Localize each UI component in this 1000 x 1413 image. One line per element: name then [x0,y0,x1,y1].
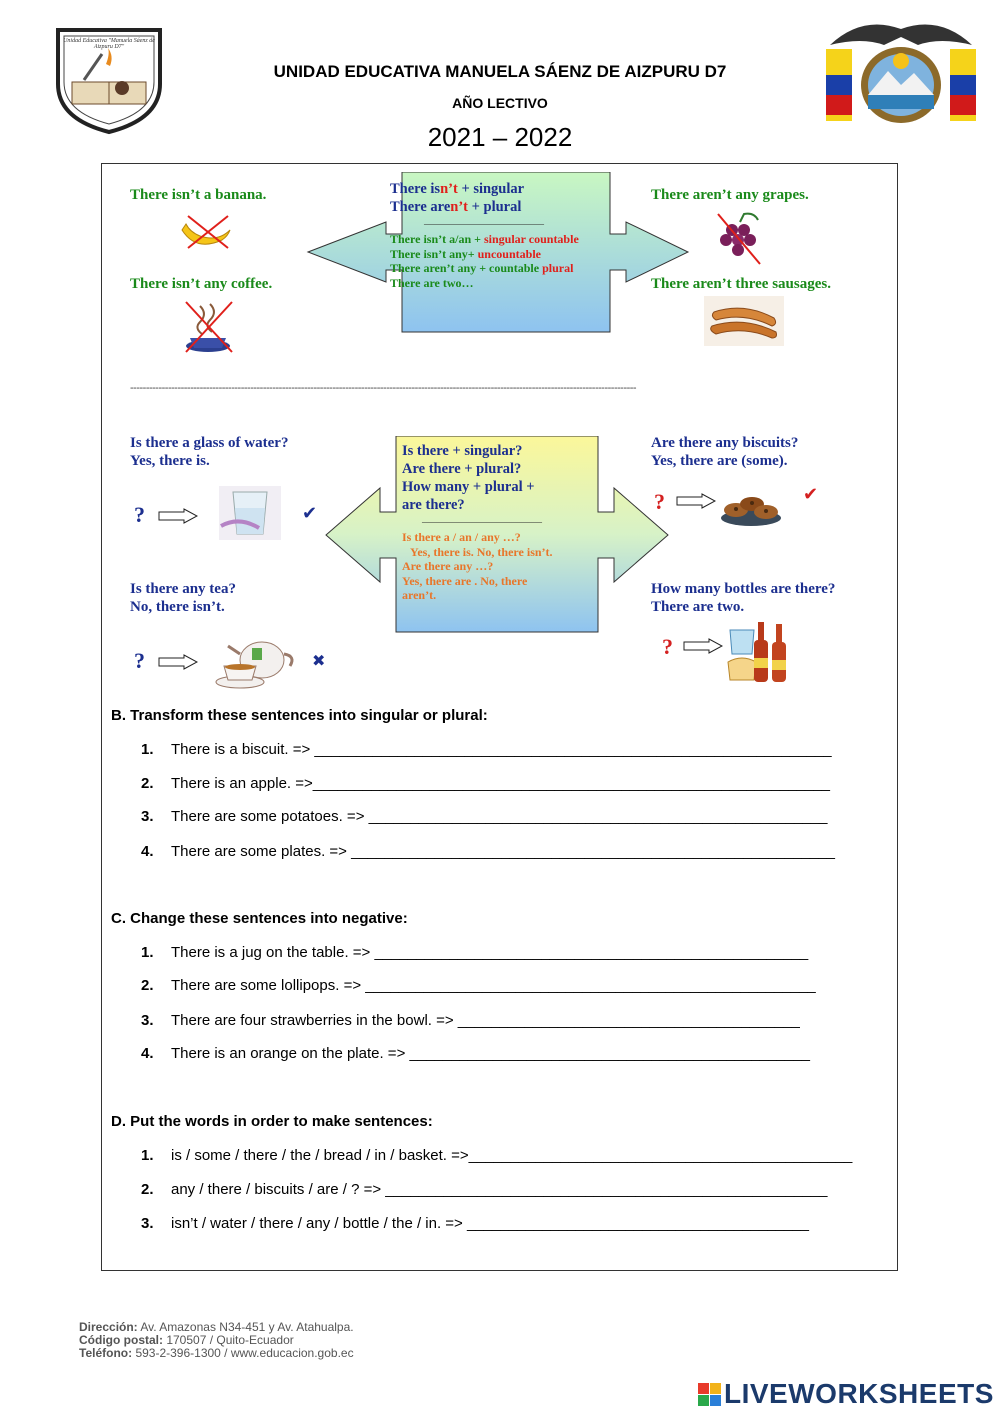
item-text: There are four strawberries in the bowl. => _________________________________________ [171,1012,800,1029]
question-mark-3: ? [654,489,665,514]
logo-caption: Unidad Educativa "Manuela Sáenz de Aizpuru D7" [63,38,155,50]
qrule-line9: aren’t. [402,588,437,602]
item-number: 2. [141,1181,154,1198]
exercise-b-item[interactable] [141,775,830,792]
qrule-line3: How many + plural + [402,479,535,495]
exercise-c-item[interactable] [141,1012,800,1029]
qrule-line6: Yes, there is. No, there isn’t. [410,544,553,559]
item-text: There is a biscuit. => ______________________________________________________________ [171,741,832,758]
negative-rules-box [390,180,600,290]
rule-isnt-c: + singular [457,181,525,197]
address-label: Dirección: [79,1320,138,1334]
qrule-line7: Are there any …? [402,559,494,573]
banana-icon [178,212,234,252]
example-no-sausages: There aren’t three sausages. [651,276,831,292]
item-text: isn’t / water / there / any / bottle / the / in. => _________________________________________ [171,1215,810,1232]
exercise-d-title: D. Put the words in order to make sentences: [111,1113,433,1130]
item-text: There is an apple. =>______________________________________________________________ [171,775,830,792]
brand-name: LIVEWORKSHEETS [724,1378,994,1409]
item-number: 4. [141,843,154,860]
item-number: 3. [141,1012,154,1029]
answer-biscuits: Yes, there are (some). [651,453,788,469]
question-bottles: How many bottles are there? [651,581,836,597]
item-text: There are some potatoes. => _______________________________________________________ [171,808,828,825]
item-text: any / there / biscuits / are / ? => _____________________________________________________ [171,1181,828,1198]
postal-value: 170507 / Quito-Ecuador [163,1333,294,1347]
check-mark-icon-2: ✔ [803,484,819,504]
item-text: There are some lollipops. => ______________________________________________________ [171,977,816,994]
item-text: is / some / there / the / bread / in / basket. =>______________________________________________ [171,1147,853,1164]
exercise-c-item[interactable] [141,977,816,994]
rule-arent-c: + plural [468,199,522,215]
coffee-cup-icon [180,298,238,356]
rule-line3-b: singular countable [483,232,579,246]
answer-bottles: There are two. [651,599,745,615]
sausages-icon [704,296,784,346]
bottles-icon [724,618,792,686]
answer-tea: No, there isn’t. [130,599,225,615]
address-value: Av. Amazonas N34-451 y Av. Atahualpa. [137,1320,354,1334]
item-number: 3. [141,1215,154,1232]
phone-value: 593-2-396-1300 / www.educacion.gob.ec [132,1346,354,1360]
rule-isnt-b: n’t [440,181,458,197]
item-text: There are some plates. => __________________________________________________________ [171,843,835,860]
exercise-d-item[interactable] [141,1181,827,1198]
item-text: There is an orange on the plate. => ________________________________________________ [171,1045,810,1062]
qrule-line2: Are there + plural? [402,461,522,477]
postal-label: Código postal: [79,1333,163,1347]
rule-separator: ________________________ [424,215,544,226]
qrule-line8: Yes, there are . No, there [402,573,528,588]
item-text: There is a jug on the table. => ____________________________________________________ [171,944,809,961]
exercise-b-item[interactable] [141,741,832,758]
school-year: 2021 – 2022 [427,122,573,152]
rule-arent-a: There are [390,199,451,215]
example-no-banana: There isn’t a banana. [130,187,267,203]
exercise-b-item[interactable] [141,808,827,825]
item-number: 1. [141,1147,154,1164]
question-mark-1: ? [134,502,145,527]
item-number: 3. [141,808,154,825]
rule-line5-a: There aren’t any + countable [390,261,543,275]
answer-glass-water: Yes, there is. [130,453,210,469]
question-biscuits: Are there any biscuits? [651,435,799,451]
item-number: 1. [141,944,154,961]
rule-line5-b: plural [542,261,574,275]
arrow-right-icon [158,654,198,670]
question-tea: Is there any tea? [130,581,236,597]
item-number: 4. [141,1045,154,1062]
qrule-separator: ________________________ [422,513,542,524]
glass-of-water-icon [219,486,281,540]
qrule-line1: Is there + singular? [402,443,523,459]
item-number: 2. [141,977,154,994]
exercise-b-title: B. Transform these sentences into singular or plural: [111,707,488,724]
example-no-grapes: There aren’t any grapes. [651,187,809,203]
check-mark-icon-1: ✔ [302,503,318,523]
exercise-d-item[interactable] [141,1147,852,1164]
rule-isnt-a: There is [390,181,441,197]
rule-line4-a: There isn’t any+ [390,246,478,261]
qrule-line5: Is there a / an / any …? [402,530,521,544]
exercise-d-item[interactable] [141,1215,809,1232]
footer-address [79,1321,354,1360]
item-number: 1. [141,741,154,758]
rule-line6: There are two… [390,275,474,290]
liveworksheets-logo[interactable] [698,1378,994,1410]
school-name: UNIDAD EDUCATIVA MANUELA SÁENZ DE AIZPURU D7 [273,62,727,81]
arrow-right-icon [683,638,723,654]
teapot-icon [210,630,296,692]
phone-label: Teléfono: [79,1346,133,1360]
cross-mark-icon: ✖ [312,653,326,670]
arrow-right-icon [676,493,716,509]
question-mark-4: ? [662,634,673,659]
rule-line3-a: There isn’t a/an + [390,232,484,246]
rule-arent-b: n’t [450,199,468,215]
exercise-c-item[interactable] [141,1045,810,1062]
biscuits-icon [718,488,784,528]
question-glass-water: Is there a glass of water? [130,435,289,451]
exercise-c-title: C. Change these sentences into negative: [111,910,408,927]
item-number: 2. [141,775,154,792]
brand-mark-icon [698,1383,721,1406]
grapes-icon [714,210,764,268]
arrow-right-icon [158,508,198,524]
year-label: AÑO LECTIVO [452,95,548,111]
exercise-c-item[interactable] [141,944,808,961]
exercise-b-item[interactable] [141,843,835,860]
example-no-coffee: There isn’t any coffee. [130,276,273,292]
section-divider-dashed: ---------------------------------------------------------------------------------------------------------------------------------------------------------------- [130,382,637,394]
question-rules-box [402,442,598,603]
question-mark-2: ? [134,648,145,673]
rule-line4-b: uncountable [477,246,541,261]
qrule-line4: are there? [402,497,465,513]
